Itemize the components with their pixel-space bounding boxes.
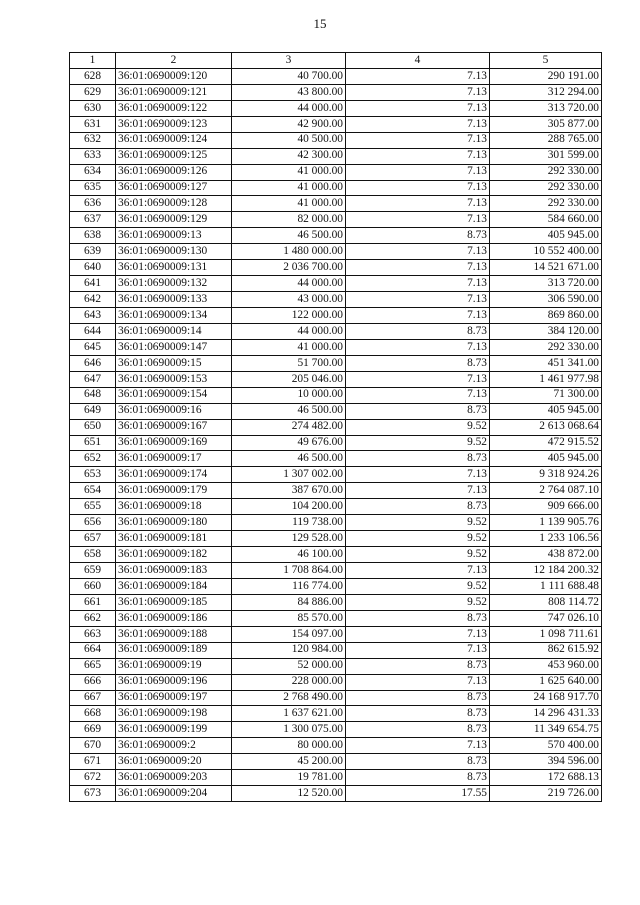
row-number-cell: 644 [70, 323, 116, 339]
cadastral-number-cell: 36:01:0690009:127 [116, 180, 232, 196]
row-number-cell: 673 [70, 786, 116, 802]
rate-cell: 9.52 [346, 435, 490, 451]
cadastral-number-cell: 36:01:0690009:123 [116, 116, 232, 132]
rate-cell: 9.52 [346, 547, 490, 563]
area-cell: 116 774.00 [232, 578, 346, 594]
cadastral-number-cell: 36:01:0690009:20 [116, 754, 232, 770]
table-row [70, 690, 602, 706]
value-cell: 584 660.00 [490, 212, 602, 228]
rate-cell: 7.13 [346, 371, 490, 387]
rate-cell: 9.52 [346, 515, 490, 531]
row-number-cell: 637 [70, 212, 116, 228]
rate-cell: 7.13 [346, 212, 490, 228]
rate-cell: 8.73 [346, 770, 490, 786]
row-number-cell: 658 [70, 547, 116, 563]
value-cell: 438 872.00 [490, 547, 602, 563]
cadastral-number-cell: 36:01:0690009:153 [116, 371, 232, 387]
row-number-cell: 636 [70, 196, 116, 212]
cadastral-number-cell: 36:01:0690009:196 [116, 674, 232, 690]
table-row [70, 196, 602, 212]
table-row [70, 355, 602, 371]
table-row [70, 467, 602, 483]
value-cell: 453 960.00 [490, 658, 602, 674]
row-number-cell: 635 [70, 180, 116, 196]
table-row [70, 276, 602, 292]
rate-cell: 7.13 [346, 642, 490, 658]
table-row [70, 594, 602, 610]
table-row [70, 164, 602, 180]
row-number-cell: 670 [70, 738, 116, 754]
row-number-cell: 646 [70, 355, 116, 371]
area-cell: 10 000.00 [232, 387, 346, 403]
row-number-cell: 629 [70, 84, 116, 100]
cadastral-number-cell: 36:01:0690009:147 [116, 339, 232, 355]
table-row [70, 371, 602, 387]
rate-cell: 7.13 [346, 68, 490, 84]
header-row [70, 53, 602, 69]
area-cell: 19 781.00 [232, 770, 346, 786]
value-cell: 312 294.00 [490, 84, 602, 100]
cadastral-number-cell: 36:01:0690009:2 [116, 738, 232, 754]
cadastral-number-cell: 36:01:0690009:133 [116, 292, 232, 308]
table-row [70, 610, 602, 626]
rate-cell: 8.73 [346, 722, 490, 738]
row-number-cell: 649 [70, 403, 116, 419]
rate-cell: 8.73 [346, 658, 490, 674]
table-row [70, 435, 602, 451]
rate-cell: 7.13 [346, 308, 490, 324]
area-cell: 205 046.00 [232, 371, 346, 387]
table-row [70, 483, 602, 499]
rate-cell: 8.73 [346, 690, 490, 706]
area-cell: 42 300.00 [232, 148, 346, 164]
value-cell: 384 120.00 [490, 323, 602, 339]
area-cell: 46 500.00 [232, 451, 346, 467]
rate-cell: 7.13 [346, 483, 490, 499]
value-cell: 172 688.13 [490, 770, 602, 786]
table-row [70, 403, 602, 419]
cadastral-number-cell: 36:01:0690009:197 [116, 690, 232, 706]
value-cell: 14 521 671.00 [490, 260, 602, 276]
rate-cell: 7.13 [346, 292, 490, 308]
table-row [70, 563, 602, 579]
rate-cell: 7.13 [346, 180, 490, 196]
cadastral-number-cell: 36:01:0690009:181 [116, 531, 232, 547]
table-row [70, 132, 602, 148]
table-row [70, 642, 602, 658]
cadastral-number-cell: 36:01:0690009:174 [116, 467, 232, 483]
cadastral-number-cell: 36:01:0690009:189 [116, 642, 232, 658]
column-header-5: 5 [490, 53, 602, 69]
row-number-cell: 664 [70, 642, 116, 658]
table-row [70, 770, 602, 786]
table-row [70, 228, 602, 244]
value-cell: 12 184 200.32 [490, 563, 602, 579]
row-number-cell: 628 [70, 68, 116, 84]
row-number-cell: 631 [70, 116, 116, 132]
table-row [70, 515, 602, 531]
row-number-cell: 666 [70, 674, 116, 690]
row-number-cell: 641 [70, 276, 116, 292]
row-number-cell: 662 [70, 610, 116, 626]
row-number-cell: 651 [70, 435, 116, 451]
cadastral-number-cell: 36:01:0690009:204 [116, 786, 232, 802]
rate-cell: 7.13 [346, 164, 490, 180]
row-number-cell: 671 [70, 754, 116, 770]
area-cell: 82 000.00 [232, 212, 346, 228]
rate-cell: 7.13 [346, 563, 490, 579]
row-number-cell: 645 [70, 339, 116, 355]
cadastral-number-cell: 36:01:0690009:154 [116, 387, 232, 403]
area-cell: 44 000.00 [232, 276, 346, 292]
row-number-cell: 642 [70, 292, 116, 308]
value-cell: 290 191.00 [490, 68, 602, 84]
value-cell: 11 349 654.75 [490, 722, 602, 738]
area-cell: 43 800.00 [232, 84, 346, 100]
value-cell: 292 330.00 [490, 339, 602, 355]
value-cell: 301 599.00 [490, 148, 602, 164]
cadastral-number-cell: 36:01:0690009:18 [116, 499, 232, 515]
table-row [70, 531, 602, 547]
table-row [70, 323, 602, 339]
value-cell: 472 915.52 [490, 435, 602, 451]
table-row [70, 116, 602, 132]
area-cell: 41 000.00 [232, 180, 346, 196]
area-cell: 42 900.00 [232, 116, 346, 132]
area-cell: 52 000.00 [232, 658, 346, 674]
table-body [70, 68, 602, 801]
rate-cell: 8.73 [346, 499, 490, 515]
table-row [70, 738, 602, 754]
cadastral-number-cell: 36:01:0690009:16 [116, 403, 232, 419]
area-cell: 119 738.00 [232, 515, 346, 531]
area-cell: 274 482.00 [232, 419, 346, 435]
row-number-cell: 655 [70, 499, 116, 515]
area-cell: 2 768 490.00 [232, 690, 346, 706]
area-cell: 1 307 002.00 [232, 467, 346, 483]
row-number-cell: 663 [70, 626, 116, 642]
row-number-cell: 667 [70, 690, 116, 706]
value-cell: 1 139 905.76 [490, 515, 602, 531]
value-cell: 394 596.00 [490, 754, 602, 770]
area-cell: 46 100.00 [232, 547, 346, 563]
cadastral-number-cell: 36:01:0690009:124 [116, 132, 232, 148]
area-cell: 85 570.00 [232, 610, 346, 626]
page-number: 15 [313, 16, 327, 31]
row-number-cell: 660 [70, 578, 116, 594]
rate-cell: 8.73 [346, 403, 490, 419]
value-cell: 2 764 087.10 [490, 483, 602, 499]
row-number-cell: 661 [70, 594, 116, 610]
cadastral-number-cell: 36:01:0690009:198 [116, 706, 232, 722]
cadastral-number-cell: 36:01:0690009:169 [116, 435, 232, 451]
cadastral-number-cell: 36:01:0690009:184 [116, 578, 232, 594]
value-cell: 869 860.00 [490, 308, 602, 324]
table-row [70, 499, 602, 515]
cadastral-number-cell: 36:01:0690009:19 [116, 658, 232, 674]
value-cell: 862 615.92 [490, 642, 602, 658]
rate-cell: 8.73 [346, 754, 490, 770]
table-row [70, 419, 602, 435]
area-cell: 154 097.00 [232, 626, 346, 642]
row-number-cell: 633 [70, 148, 116, 164]
table-row [70, 68, 602, 84]
row-number-cell: 669 [70, 722, 116, 738]
rate-cell: 8.73 [346, 228, 490, 244]
area-cell: 387 670.00 [232, 483, 346, 499]
cadastral-number-cell: 36:01:0690009:131 [116, 260, 232, 276]
value-cell: 313 720.00 [490, 276, 602, 292]
value-cell: 1 461 977.98 [490, 371, 602, 387]
cadastral-number-cell: 36:01:0690009:203 [116, 770, 232, 786]
rate-cell: 7.13 [346, 100, 490, 116]
column-header-4: 4 [346, 53, 490, 69]
column-header-3: 3 [232, 53, 346, 69]
rate-cell: 7.13 [346, 148, 490, 164]
area-cell: 1 480 000.00 [232, 244, 346, 260]
value-cell: 405 945.00 [490, 451, 602, 467]
row-number-cell: 656 [70, 515, 116, 531]
cadastral-number-cell: 36:01:0690009:120 [116, 68, 232, 84]
rate-cell: 8.73 [346, 706, 490, 722]
value-cell: 219 726.00 [490, 786, 602, 802]
value-cell: 405 945.00 [490, 403, 602, 419]
table-row [70, 722, 602, 738]
row-number-cell: 668 [70, 706, 116, 722]
row-number-cell: 652 [70, 451, 116, 467]
cadastral-number-cell: 36:01:0690009:188 [116, 626, 232, 642]
area-cell: 1 708 864.00 [232, 563, 346, 579]
cadastral-number-cell: 36:01:0690009:179 [116, 483, 232, 499]
area-cell: 120 984.00 [232, 642, 346, 658]
area-cell: 12 520.00 [232, 786, 346, 802]
row-number-cell: 640 [70, 260, 116, 276]
value-cell: 1 111 688.48 [490, 578, 602, 594]
rate-cell: 7.13 [346, 116, 490, 132]
value-cell: 808 114.72 [490, 594, 602, 610]
area-cell: 51 700.00 [232, 355, 346, 371]
cadastral-number-cell: 36:01:0690009:15 [116, 355, 232, 371]
value-cell: 71 300.00 [490, 387, 602, 403]
rate-cell: 7.13 [346, 339, 490, 355]
area-cell: 44 000.00 [232, 323, 346, 339]
value-cell: 14 296 431.33 [490, 706, 602, 722]
cadastral-number-cell: 36:01:0690009:121 [116, 84, 232, 100]
rate-cell: 7.13 [346, 387, 490, 403]
area-cell: 129 528.00 [232, 531, 346, 547]
row-number-cell: 639 [70, 244, 116, 260]
table-row [70, 578, 602, 594]
value-cell: 288 765.00 [490, 132, 602, 148]
area-cell: 44 000.00 [232, 100, 346, 116]
cadastral-number-cell: 36:01:0690009:129 [116, 212, 232, 228]
table-row [70, 387, 602, 403]
value-cell: 292 330.00 [490, 164, 602, 180]
cadastral-number-cell: 36:01:0690009:126 [116, 164, 232, 180]
cadastral-number-cell: 36:01:0690009:17 [116, 451, 232, 467]
area-cell: 41 000.00 [232, 164, 346, 180]
area-cell: 41 000.00 [232, 339, 346, 355]
row-number-cell: 654 [70, 483, 116, 499]
rate-cell: 8.73 [346, 323, 490, 339]
rate-cell: 7.13 [346, 674, 490, 690]
cadastral-number-cell: 36:01:0690009:14 [116, 323, 232, 339]
area-cell: 40 500.00 [232, 132, 346, 148]
area-cell: 49 676.00 [232, 435, 346, 451]
table-row [70, 308, 602, 324]
value-cell: 1 098 711.61 [490, 626, 602, 642]
cadastral-value-table [69, 52, 602, 802]
area-cell: 40 700.00 [232, 68, 346, 84]
column-header-2: 2 [116, 53, 232, 69]
value-cell: 292 330.00 [490, 180, 602, 196]
row-number-cell: 630 [70, 100, 116, 116]
area-cell: 228 000.00 [232, 674, 346, 690]
cadastral-number-cell: 36:01:0690009:132 [116, 276, 232, 292]
area-cell: 80 000.00 [232, 738, 346, 754]
area-cell: 122 000.00 [232, 308, 346, 324]
table-row [70, 148, 602, 164]
value-cell: 313 720.00 [490, 100, 602, 116]
column-header-1: 1 [70, 53, 116, 69]
rate-cell: 17.55 [346, 786, 490, 802]
rate-cell: 8.73 [346, 451, 490, 467]
table-row [70, 674, 602, 690]
cadastral-number-cell: 36:01:0690009:186 [116, 610, 232, 626]
area-cell: 46 500.00 [232, 228, 346, 244]
area-cell: 84 886.00 [232, 594, 346, 610]
value-cell: 1 233 106.56 [490, 531, 602, 547]
table-row [70, 260, 602, 276]
rate-cell: 9.52 [346, 578, 490, 594]
table-row [70, 626, 602, 642]
cadastral-number-cell: 36:01:0690009:122 [116, 100, 232, 116]
value-cell: 2 613 068.64 [490, 419, 602, 435]
rate-cell: 8.73 [346, 610, 490, 626]
value-cell: 405 945.00 [490, 228, 602, 244]
value-cell: 570 400.00 [490, 738, 602, 754]
row-number-cell: 650 [70, 419, 116, 435]
table-row [70, 292, 602, 308]
area-cell: 41 000.00 [232, 196, 346, 212]
table-header [70, 53, 602, 69]
table-row [70, 244, 602, 260]
value-cell: 747 026.10 [490, 610, 602, 626]
cadastral-number-cell: 36:01:0690009:180 [116, 515, 232, 531]
table-row [70, 754, 602, 770]
table-row [70, 786, 602, 802]
rate-cell: 7.13 [346, 738, 490, 754]
row-number-cell: 648 [70, 387, 116, 403]
value-cell: 1 625 640.00 [490, 674, 602, 690]
cadastral-number-cell: 36:01:0690009:199 [116, 722, 232, 738]
value-cell: 306 590.00 [490, 292, 602, 308]
value-cell: 24 168 917.70 [490, 690, 602, 706]
area-cell: 1 637 621.00 [232, 706, 346, 722]
row-number-cell: 632 [70, 132, 116, 148]
cadastral-number-cell: 36:01:0690009:130 [116, 244, 232, 260]
row-number-cell: 647 [70, 371, 116, 387]
value-cell: 305 877.00 [490, 116, 602, 132]
rate-cell: 7.13 [346, 196, 490, 212]
table-row [70, 84, 602, 100]
cadastral-number-cell: 36:01:0690009:13 [116, 228, 232, 244]
table-row [70, 100, 602, 116]
row-number-cell: 657 [70, 531, 116, 547]
rate-cell: 7.13 [346, 260, 490, 276]
rate-cell: 7.13 [346, 84, 490, 100]
area-cell: 43 000.00 [232, 292, 346, 308]
row-number-cell: 638 [70, 228, 116, 244]
value-cell: 451 341.00 [490, 355, 602, 371]
cadastral-number-cell: 36:01:0690009:182 [116, 547, 232, 563]
rate-cell: 9.52 [346, 531, 490, 547]
table-row [70, 658, 602, 674]
value-cell: 9 318 924.26 [490, 467, 602, 483]
cadastral-number-cell: 36:01:0690009:125 [116, 148, 232, 164]
value-cell: 292 330.00 [490, 196, 602, 212]
area-cell: 2 036 700.00 [232, 260, 346, 276]
rate-cell: 9.52 [346, 419, 490, 435]
row-number-cell: 659 [70, 563, 116, 579]
rate-cell: 9.52 [346, 594, 490, 610]
table-row [70, 451, 602, 467]
table-row [70, 180, 602, 196]
rate-cell: 7.13 [346, 467, 490, 483]
row-number-cell: 672 [70, 770, 116, 786]
rate-cell: 7.13 [346, 626, 490, 642]
area-cell: 104 200.00 [232, 499, 346, 515]
rate-cell: 7.13 [346, 132, 490, 148]
table-row [70, 547, 602, 563]
table-row [70, 706, 602, 722]
row-number-cell: 665 [70, 658, 116, 674]
cadastral-number-cell: 36:01:0690009:128 [116, 196, 232, 212]
row-number-cell: 634 [70, 164, 116, 180]
cadastral-number-cell: 36:01:0690009:185 [116, 594, 232, 610]
row-number-cell: 653 [70, 467, 116, 483]
row-number-cell: 643 [70, 308, 116, 324]
table-row [70, 212, 602, 228]
area-cell: 46 500.00 [232, 403, 346, 419]
rate-cell: 8.73 [346, 355, 490, 371]
cadastral-number-cell: 36:01:0690009:167 [116, 419, 232, 435]
area-cell: 45 200.00 [232, 754, 346, 770]
area-cell: 1 300 075.00 [232, 722, 346, 738]
cadastral-number-cell: 36:01:0690009:183 [116, 563, 232, 579]
value-cell: 10 552 400.00 [490, 244, 602, 260]
cadastral-number-cell: 36:01:0690009:134 [116, 308, 232, 324]
value-cell: 909 666.00 [490, 499, 602, 515]
rate-cell: 7.13 [346, 276, 490, 292]
rate-cell: 7.13 [346, 244, 490, 260]
table-row [70, 339, 602, 355]
